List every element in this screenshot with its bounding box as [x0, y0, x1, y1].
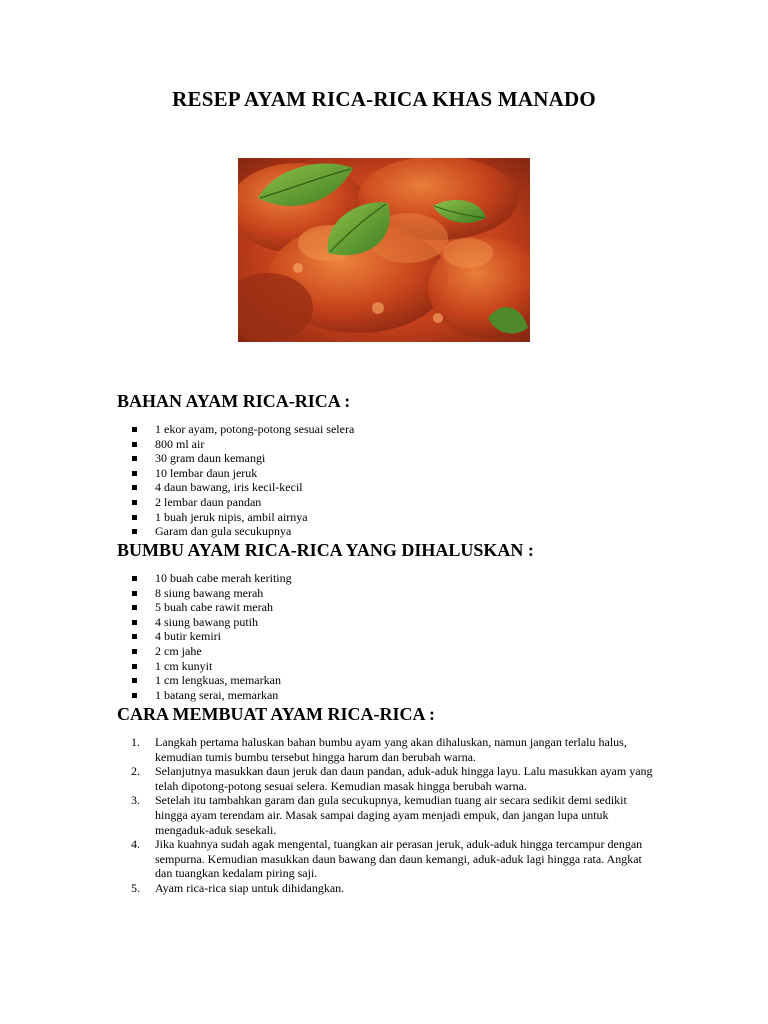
list-item: 1 cm lengkuas, memarkan — [117, 673, 292, 688]
section-heading-cara: CARA MEMBUAT AYAM RICA-RICA : — [117, 704, 436, 724]
steps-list — [117, 735, 657, 896]
step-number: 5. — [131, 880, 140, 895]
list-item — [117, 881, 657, 896]
list-item: Garam dan gula secukupnya — [117, 524, 354, 539]
list-item: 1 ekor ayam, potong-potong sesuai selera — [117, 422, 354, 437]
step-text: Ayam rica-rica siap untuk dihidangkan. — [155, 880, 345, 895]
list-item: 4 butir kemiri — [117, 629, 292, 644]
list-item — [117, 793, 657, 837]
list-item: 800 ml air — [117, 437, 354, 452]
list-item: 8 siung bawang merah — [117, 586, 292, 601]
ingredient-list — [117, 422, 354, 539]
step-text: Selanjutnya masukkan daun jeruk dan daun pandan, aduk-aduk hingga layu. Lalu masukkan ayam yang telah dipotong-potong sesuai selera. Kemudian masak hingga berubah warna. — [155, 764, 653, 793]
list-item: 4 daun bawang, iris kecil-kecil — [117, 480, 354, 495]
step-number: 4. — [131, 837, 140, 852]
step-number: 3. — [131, 793, 140, 808]
list-item: 1 batang serai, memarkan — [117, 688, 292, 703]
section-heading-bumbu: BUMBU AYAM RICA-RICA YANG DIHALUSKAN : — [117, 540, 534, 560]
list-item: 5 buah cabe rawit merah — [117, 600, 292, 615]
list-item — [117, 735, 657, 764]
list-item: 10 buah cabe merah keriting — [117, 571, 292, 586]
step-number: 1. — [131, 735, 140, 749]
section-heading-bahan: BAHAN AYAM RICA-RICA : — [117, 391, 351, 411]
step-number: 2. — [131, 764, 140, 779]
list-item: 1 buah jeruk nipis, ambil airnya — [117, 510, 354, 525]
list-item: 4 siung bawang putih — [117, 615, 292, 630]
list-item: 2 cm jahe — [117, 644, 292, 659]
recipe-title: RESEP AYAM RICA-RICA KHAS MANADO — [172, 87, 596, 111]
step-text: Setelah itu tambahkan garam dan gula secukupnya, kemudian tuang air secara sedikit demi sedikit hingga ayam terendam air. Masak sampai daging ayam menjadi empuk, dan jangan lupa untuk mengaduk-aduk sesekali. — [155, 793, 627, 837]
list-item: 1 cm kunyit — [117, 659, 292, 674]
list-item: 2 lembar daun pandan — [117, 495, 354, 510]
list-item — [117, 837, 657, 881]
step-text: Jika kuahnya sudah agak mengental, tuangkan air perasan jeruk, aduk-aduk hingga tercampur dengan sempurna. Kemudian masukkan daun bawang dan daun kemangi, aduk-aduk lagi hingga rata. Angkat dan tuangkan kedalam piring saji. — [155, 837, 643, 881]
list-item — [117, 764, 657, 793]
list-item: 10 lembar daun jeruk — [117, 466, 354, 481]
spice-list — [117, 571, 292, 702]
step-text: Langkah pertama haluskan bahan bumbu ayam yang akan dihaluskan, namun jangan terlalu halus, kemudian tumis bumbu tersebut hingga harum dan berubah warna. — [155, 735, 627, 764]
food-photo — [238, 158, 530, 342]
list-item: 30 gram daun kemangi — [117, 451, 354, 466]
